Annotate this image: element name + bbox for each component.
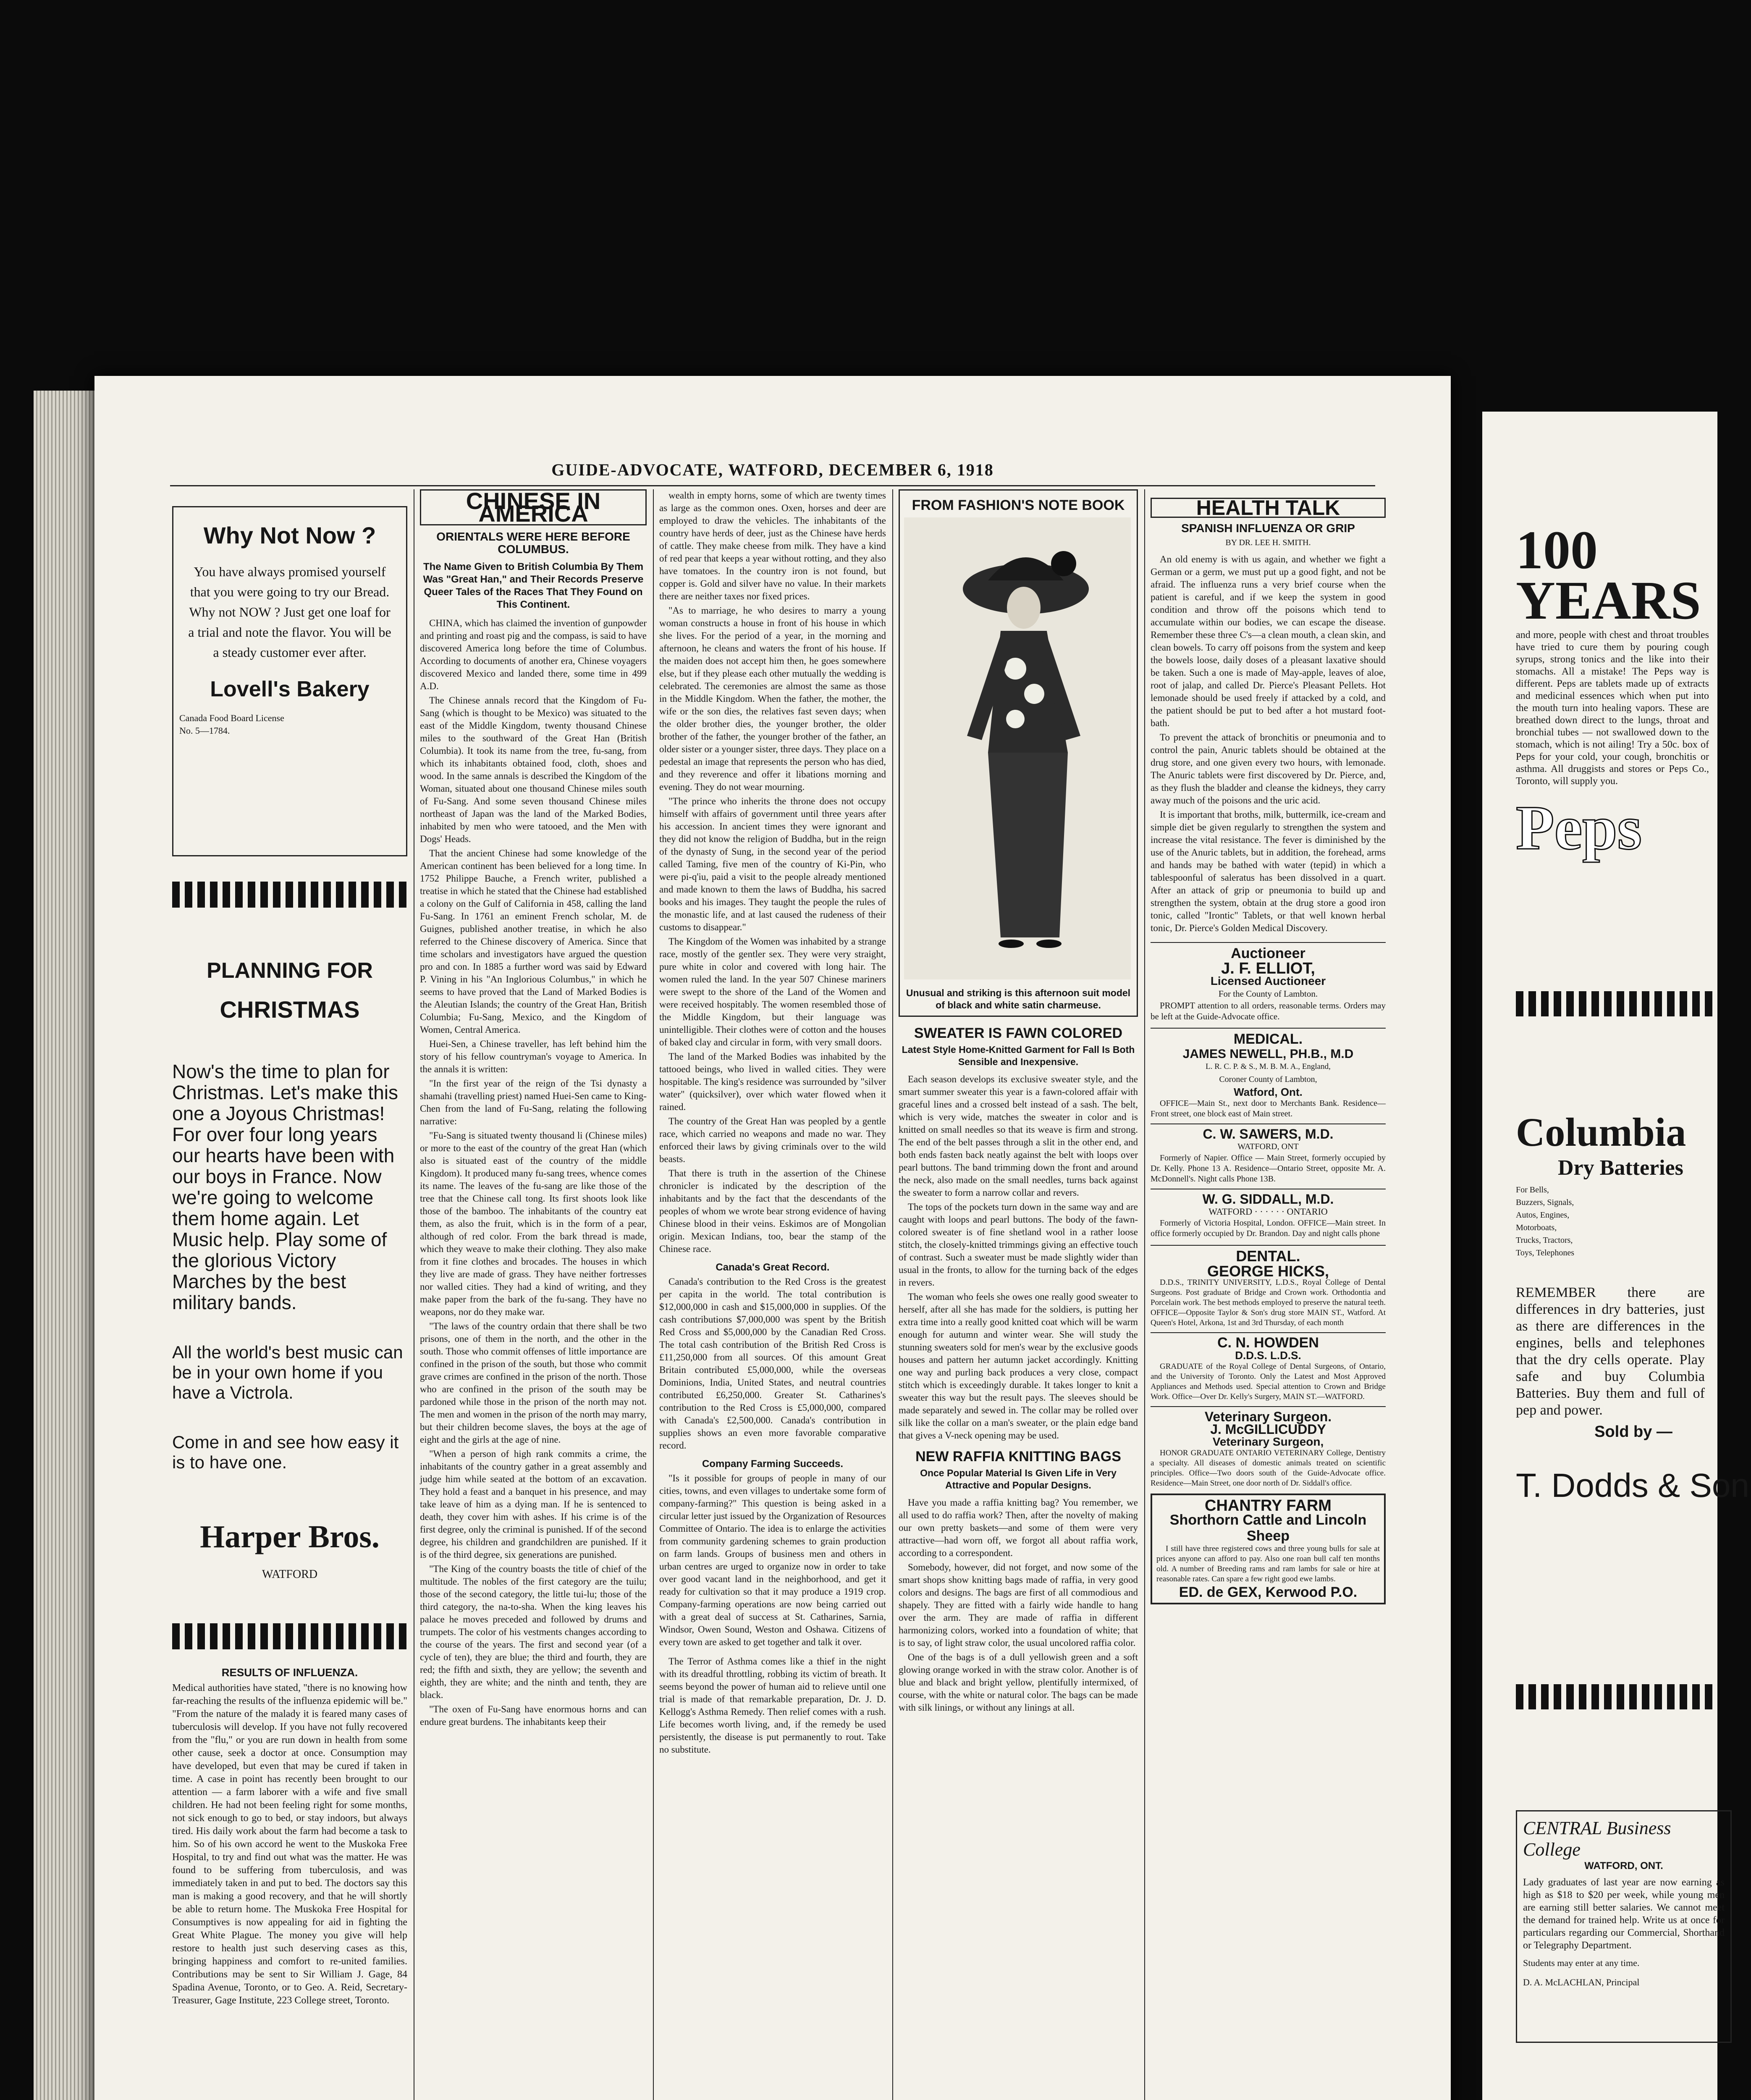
health-p3: It is important that broths, milk, buttermilk, ice-cream and simple diet be given regularly to strengthen the system and increase the vital resistance. The fever is diminished by the use of the Anuric tablets, but in addition, the forehead, arms and hands may be bathed with water (tepid) in which a tablespoonful of saleratus has been dissolved in a quart. After an attack of grip or pneumonia to build up and strengthen the system, obtain at the drug store a good iron tonic, called "Irontic" Tablets, or that well known herbal tonic, Dr. Pierce's Golden Medical Discovery. xyxy=(1151,809,1386,933)
health-title: HEALTH TALK xyxy=(1151,498,1386,518)
sawers-text: Formerly of Napier. Office — Main Street, formerly occupied by Dr. Kelly. Phone 13 A. Residence—Ontario Street, opposite Mr. A. McDonnell's. Night calls Phone 13B. xyxy=(1151,1153,1386,1184)
chinese-p8: "When a person of high rank commits a crime, the inhabitants of the country gather in a great assembly and judge him while seated at the bottom of an excavation. They hold a feast and a banquet in his presence, and may take leave of him as a dying man. If he is sentenced to death, they cover him with ashes. If his crime is of the first degree, only the criminal is punished. If of the second degree, his children and grandchildren are punished. If it is of the third degree, six generations are punished. xyxy=(420,1449,647,1560)
newell-role: Coroner County of Lambton, xyxy=(1219,1075,1317,1084)
sweater-p3: The woman who feels she owes one really good sweater to herself, after all she has made for the soldiers, is putting her extra time into a really good knitted coat which will be warm enough for autumn and winter wear. She will study the stunning sweaters sold for men's wear by the exclusive goods houses and pattern her autumn jacket accordingly. Knitting one way and purling back produces a very close, compact stitch which is exceedingly durable. It takes longer to knit a sweater this way but the result pays. The sleeves should be made separately and sewed in. The collar may be rolled over silk like the collar on a man's sweater, or the plain edge band that gives a V-neck opening may be used. xyxy=(899,1292,1138,1441)
chinese-p3: That the ancient Chinese had some knowledge of the American continent has been believed for a long time. In 1752 Philippe Bauche, a French writer, published a treatise in which he stated that the Chinese had established a colony on the Gulf of California in 458, calling the land Fu-Sang. In 1761 an eminent French scholar, M. de Guignes, published another treatise, in which he also referred to the Chinese discovery of America. Since that time scholars and investigators have argued the question pro and con. In 1885 a further word was said by Edward P. Vining in his "An Inglorious Columbus," in which he seems to have proved that the Land of Marked Bodies is the Aleutian Islands; the country of the Great Han, British Columbia; Fu-Sang, Mexico, and the Kingdom of Women, Central America. xyxy=(420,848,647,1035)
col3-p1: wealth in empty horns, some of which are twenty times as large as the common ones. Oxen, horses and deer are employed to draw the vehicles. The inhabitants of the country have herds of deer, just as the Chinese have herds of cattle. They make cheese from milk. They have a kind of red pear that keeps a year without rotting, and they also have tomatoes. In the country iron is not found, but copper is. Gold and silver have no value. In their markets there are neither taxes nor fixed prices. xyxy=(659,490,886,601)
harper-line2: CHRISTMAS xyxy=(220,996,360,1023)
bakery-body: You have always promised yourself that you were going to try our Bread. Why not NOW ? Just get one loaf for a trial and note the flavor. You will be a steady customer ever after. xyxy=(188,564,391,660)
record-title: Canada's Great Record. xyxy=(716,1262,830,1273)
raffia-p1: Have you made a raffia knitting bag? You remember, we all used to do raffia work? Then, after the novelty of making our own pretty baskets—and some of them were very attractive—had worn off, we forgot all about raffia work, according to a correspondent. xyxy=(899,1497,1138,1558)
chinese-p1: CHINA, which has claimed the invention of gunpowder and printing and roast pig and the compass, is said to have discovered America long before the time of Columbus. According to documents of another era, Chinese voyagers discovered Mexico and landed there, some time in 499 A.D. xyxy=(420,618,647,691)
vet-head: Veterinary Surgeon. xyxy=(1151,1406,1386,1423)
chantry-ad xyxy=(1151,1494,1386,1604)
adjacent-page xyxy=(1482,412,1749,2100)
col3-p3: "The prince who inherits the throne does not occupy himself with affairs of government until three years after his accession. In ancient times they were ignorant and they did not know the religion of Buddha, but in the reign of the dynasty of Sung, in the second year of the period called Taming, five men of the country of Ki-Pin, who were pi-q'iu, paid a visit to the people already mentioned and made known to them the laws of Buddha, his sacred books and his images. They taught the people the rules of the monastic life, and at last caused the rudeness of their customs to disappear." xyxy=(659,796,886,932)
auctioneer-name: J. F. ELLIOT, xyxy=(1221,960,1315,977)
record-text: Canada's contribution to the Red Cross is the greatest per capita in the world. The total contribution is $12,000,000 in cash and $15,000,000 in supplies. Of the cash contributions $7,000,000 was spent by the British Red Cross and $5,000,000 by the Canadian Red Cross. The total cash contribution of the British Red Cross is £11,250,000 from all sources. Of this amount Great Britain contributed £5,000,000, while the overseas Dominions, India, United States, and neutral countries contributed £6,250,000. Greater St. Catharines's contribution to the Red Cross is £5,000,000, compared with Canada's £2,500,000. Canada's contribution in supplies shows an even more favorable comparative record. xyxy=(659,1276,886,1451)
columbia-list: For Bells, Buzzers, Signals, Autos, Engines, Motorboats, Trucks, Tractors, Toys, Telephones xyxy=(1516,1185,1575,1257)
chinese-subtitle: ORIENTALS WERE HERE BEFORE COLUMBUS. xyxy=(436,530,630,556)
central-ad xyxy=(1516,1810,1732,2043)
auctioneer-text: PROMPT attention to all orders, reasonable terms. Orders may be left at the Guide-Advocate office. xyxy=(1151,1000,1386,1021)
vet-name: J. McGILLICUDDY xyxy=(1210,1422,1326,1437)
newspaper-page xyxy=(94,376,1451,2100)
central-enter: Students may enter at any time. xyxy=(1523,1958,1640,1968)
newell-cred: L. R. C. P. & S., M. B. M. A., England, xyxy=(1206,1062,1331,1071)
column-5 xyxy=(1151,489,1386,2100)
chantry-owner: ED. de GEX, Kerwood P.O. xyxy=(1179,1584,1358,1600)
raffia-p3: One of the bags is of a dull yellowish green and a soft glowing orange worked in with the straw color. Another is of blue and black and bright yellow, plentifully intermixed, of course, with the white or natural color. The bags can be made with silk linings, or without any linings at all. xyxy=(899,1652,1138,1713)
bakery-name: Lovell's Bakery xyxy=(210,677,370,701)
col3-p5: The land of the Marked Bodies was inhabited by the tattooed beings, who lived in walled cities. They were hospitable. The king's residence was surrounded by "silver water" (quicksilver), over which water flowed when it rained. xyxy=(659,1051,886,1112)
column-rule xyxy=(653,489,654,2100)
hicks-text: D.D.S., TRINITY UNIVERSITY, L.D.S., Royal College of Dental Surgeons. Post graduate of Bridge and Crown work. Orthodontia and Porcelain work. The best methods employed to preserve the natural teeth. OFFICE—Opposite Taylor & Son's drug store MAIN ST., Watford. At Queen's Hotel, Arkona, 1st and 3rd Thursday, of each month xyxy=(1151,1278,1386,1327)
hicks-name: GEORGE HICKS, xyxy=(1207,1263,1329,1280)
peps-brand: Peps xyxy=(1516,793,1642,863)
column-2 xyxy=(420,489,647,2100)
flag-divider xyxy=(172,882,407,908)
columbia-text: REMEMBER there are differences in dry batteries, just as there are differences in the engines, bells and telephones that the dry cells operate. Play safe and buy Columbia Batteries. Buy them and full of pep and power. xyxy=(1516,1285,1705,1418)
harper-name: Harper Bros. xyxy=(200,1519,380,1554)
howden-text: GRADUATE of the Royal College of Dental Surgeons, of Ontario, and the University of Toronto. Only the Latest and Most Approved Appliances and Methods used. Special attention to Crown and Bridge Work. Office—Over Dr. Kelly's Surgery, MAIN ST.—WATFORD. xyxy=(1151,1362,1386,1401)
sweater-p1: Each season develops its exclusive sweater style, and the smart summer sweater this year is a fawn-colored affair with graceful lines and a crossed belt instead of a sash. The belt, which is very wide, matches the sweater in color and is knitted on small needles so that its weave is firm and strong. The end of the belt passes through a slit in the other end, and both ends fasten back neatly against the belt with loops over pearl buttons. The band trimming down the front and around the neck, also made on the small needles, turns back against the sweater to form a narrow collar and revers. xyxy=(899,1074,1138,1198)
chinese-p9: "The King of the country boasts the title of chief of the multitude. The nobles of the first category are the tuilu; those of the second category, the little tui-lu; those of the third category, the na-to-sha. When the king leaves his palace he moves preceded and followed by drums and trumpets. The color of his vestments changes according to the course of the years. The first and second year (of a cycle of ten), they are blue; the third and fourth, they are red; the fifth and sixth, they are yellow; the seventh and eighth, they are white; and the ninth and tenth, they are black. xyxy=(420,1564,647,1700)
column-rule xyxy=(1144,489,1145,2100)
chinese-p6: "Fu-Sang is situated twenty thousand li (Chinese miles) or more to the east of the country of the great Han (which also is situated east of the country of the middle Kingdom). It produced many fu-sang trees, whence comes its name. The leaves of the fu-sang are like those of the tree that the Chinese call tong. Its first shoots look like those of the bamboo. The inhabitants of the country eat them, as also the fruit, which is in the form of a pear, although of red color. From the bark thread is made, which they weave to make their clothing. They also make from it fine clothes and brocades. The houses in which they live are made of grass. They have neither fortresses nor walled cities. They had a kind of writing, and they make paper from the bark of the fu-sang. They have no weapons, nor do they make war. xyxy=(420,1130,647,1317)
columbia-brand: Columbia xyxy=(1516,1110,1686,1155)
chinese-title: CHINESE IN AMERICA xyxy=(420,489,647,525)
vet-text: HONOR GRADUATE ONTARIO VETERINARY College, Dentistry a specialty. All diseases of domestic animals treated on scientific principles. Office—Two doors south of the Guide-Advocate office. Residence—Main Street, one door north of Dr. Siddall's office. xyxy=(1151,1449,1386,1488)
chinese-p5: "In the first year of the reign of the Tsi dynasty a shamahi (travelling priest) named Huei-Sen came to King-Chen from the land of Fu-Sang, relating the following narrative: xyxy=(420,1078,647,1126)
auctioneer-county: For the County of Lambton. xyxy=(1218,989,1318,999)
sawers-name: C. W. SAWERS, M.D. xyxy=(1151,1124,1386,1140)
col3-p4: The Kingdom of the Women was inhabited by a strange race, mostly of the gentler sex. They were very straight, pure white in color and covered with long hair. The women ruled the land. In the year 507 Chinese mariners were swept to the shore of the Land of the Women and were received hospitably. The women resembled those of the Middle Kingdom, but their language was unintelligible. Their clothes were of cotton and the houses of baked clay and circular in form, with very small doors. xyxy=(659,936,886,1047)
siddall-town: WATFORD · · · · · · ONTARIO xyxy=(1208,1206,1328,1217)
fashion-title: FROM FASHION'S NOTE BOOK xyxy=(912,497,1125,513)
newell-text: OFFICE—Main St., next door to Merchants Bank. Residence—Front street, one block east of Main street. xyxy=(1151,1099,1386,1118)
col3-p7: That there is truth in the assertion of the Chinese chronicler is indicated by the description of the inhabitants and by the fact that the descendants of the peoples of whom we wrote bear strong evidence of having Chinese blood in their veins. Eskimos are of Mongolian origin. Mexican Indians, too, bear the stamp of the Chinese race. xyxy=(659,1168,886,1254)
flag-divider xyxy=(1516,991,1717,1016)
influenza-text: Medical authorities have stated, "there is no knowing how far-reaching the results of the influenza epidemic will be." "From the nature of the malady it is feared many cases of tuberculosis will develop. If you have not fully recovered from the "flu," or you are run down in health from some other cause, seek a doctor at once. Consumption may have developed, but even that may be cured if taken in time. A case in point has recently been brought to our attention — a farm laborer with a wife and five small children. He had not been feeling right for some months, not sick enough to go to bed, or stay indoors, but always tired. His daily work about the farm had become a task to him. So of his own accord he went to the Muskoka Free Hospital, to try and find out what was the matter. He was found to be suffering from tuberculosis, and was immediately taken in and put to bed. The doctors say this man is making a good recovery, and that he will shortly be able to return home. The Muskoka Free Hospital for Consumptives is now appealing for aid in fighting the Great White Plague. The money you give will help restore to health just such deserving cases as this, bringing happiness and comfort to re-united families. Contributions may be sent to Sir William J. Gage, 84 Spadina Avenue, Toronto, or to Geo. A. Reid, Secretary-Treasurer, Gage Institute, 223 College street, Toronto. xyxy=(172,1683,407,2006)
bakery-ad xyxy=(172,506,407,856)
chinese-p10: "The oxen of Fu-Sang have enormous horns and can endure great burdens. The inhabitants keep their xyxy=(420,1704,647,1727)
asthma-text: The Terror of Asthma comes like a thief in the night with its dreadful throttling, robbing its victim of breath. It seems beyond the power of human aid to relieve until one trial is made of that remarkable preparation, Dr. J. D. Kellogg's Asthma Remedy. Then relief comes with a rush. Life becomes worth living, and, if the remedy be used persistently, the disease is put permanently to rout. Take no substitute. xyxy=(659,1656,886,1755)
medical-head: MEDICAL. xyxy=(1151,1028,1386,1045)
bakery-headline: Why Not Now ? xyxy=(203,522,376,549)
col3-p6: The country of the Great Han was peopled by a gentle race, which carried no weapons and made no war. They enforced their laws by giving criminals over to the wild beasts. xyxy=(659,1116,886,1164)
header-rule xyxy=(170,485,1375,486)
fashion-illustration xyxy=(904,517,1131,979)
column-4 xyxy=(899,489,1138,2100)
chinese-deck: The Name Given to British Columbia By Them Was "Great Han," and Their Records Preserve Queer Tales of the Races That They Found on This Continent. xyxy=(423,561,644,610)
columbia-sold: Sold by — xyxy=(1594,1423,1672,1441)
central-town: WATFORD, ONT. xyxy=(1584,1860,1663,1872)
chinese-p2: The Chinese annals record that the Kingdom of Fu-Sang (which is thought to be Mexico) was situated to the east of the Middle Kingdom, twenty thousand Chinese miles to the southward of the Great Han (British Columbia). It took its name from the tree, fu-sang, from which its inhabitants obtained food, cloth, shoes and wood. In the same annals is described the Kingdom of the Woman, situated about one thousand Chinese miles south of Fu-Sang. And some seven thousand Chinese miles northeast of Japan was the land of the Marked Bodies, inhabited by men who were tatooed, and the Men with Dogs' Heads. xyxy=(420,695,647,844)
flag-divider xyxy=(1516,1684,1717,1709)
auctioneer-head: Auctioneer xyxy=(1151,942,1386,960)
harper-ad xyxy=(172,882,407,1649)
peps-big: 100 YEARS xyxy=(1516,520,1701,631)
central-name: D. A. McLACHLAN, Principal xyxy=(1523,1977,1640,1987)
sweater-deck: Latest Style Home-Knitted Garment for Fall Is Both Sensible and Inexpensive. xyxy=(902,1044,1135,1067)
health-byline: BY DR. LEE H. SMITH. xyxy=(1225,538,1311,547)
chantry-sub: Shorthorn Cattle and Lincoln Sheep xyxy=(1169,1512,1367,1544)
peps-ad xyxy=(1516,520,1751,864)
column-1 xyxy=(172,489,407,2100)
harper-body1: Now's the time to plan for Christmas. Let's make this one a Joyous Christmas! For over four long years our hearts have been with our boys in France. Now we're going to welcome them home again. Let Music help. Play some of the glorious Victory Marches by the best military bands. xyxy=(172,1060,398,1313)
chinese-p4: Huei-Sen, a Chinese traveller, has left behind him the story of his fellow countryman's voyage to America. In the annals it is written: xyxy=(420,1039,647,1074)
sawers-town: WATFORD, ONT xyxy=(1237,1142,1299,1151)
column-rule xyxy=(892,489,893,2100)
fashion-caption: Unusual and striking is this afternoon suit model of black and white satin charmeuse. xyxy=(906,987,1131,1011)
fashion-box xyxy=(899,489,1138,1017)
page-header: GUIDE-ADVOCATE, WATFORD, DECEMBER 6, 1918 xyxy=(551,460,994,479)
central-title: CENTRAL Business College xyxy=(1523,1818,1671,1860)
vet-title: Veterinary Surgeon, xyxy=(1212,1435,1324,1448)
raffia-title: NEW RAFFIA KNITTING BAGS xyxy=(915,1449,1121,1465)
auctioneer-title: Licensed Auctioneer xyxy=(1210,974,1326,987)
central-text: Lady graduates of last year are now earning as high as $18 to $20 per week, while young men are earning still better salaries. We cannot meet the demand for trained help. Write us at once for particulars regarding our Commercial, Shorthand or Telegraphy Department. xyxy=(1523,1877,1725,1951)
health-p2: To prevent the attack of bronchitis or pneumonia and to control the pain, Anuric tablets should be obtained at the drug store, and one given every two hours, with lemonade. The Anuric tablets were first discovered by Dr. Pierce, and, as they flush the bladder and cleanse the kidneys, they carry away much of the poisons and the uric acid. xyxy=(1151,732,1386,806)
siddall-text: Formerly of Victoria Hospital, London. OFFICE—Main street. In office formerly occupied by Dr. Brandon. Day and night calls phone xyxy=(1151,1218,1386,1238)
dental-head: DENTAL. xyxy=(1151,1245,1386,1263)
chinese-p7: "The laws of the country ordain that there shall be two prisons, one of them in the north, and the other in the south. Those who commit offenses of little importance are confined in the prison of the south, but those who commit grave crimes are confined in the prison of the north. Those who are confined in the prison of the south may be pardoned while those in the prison of the north may not. The men and women in the prison of the north may marry, but their children become slaves, the boys at the age of eight and the girls at the age of nine. xyxy=(420,1321,647,1445)
raffia-deck: Once Popular Material Is Given Life in Very Attractive and Popular Designs. xyxy=(920,1467,1117,1491)
health-p1: An old enemy is with us again, and whether we fight a German or a germ, we must put up a good fight, and not be afraid. The influenza runs a very brief course when the patient is careful, and if we keep the system in good condition and throw off the poisons which tend to accumulate within our bodies, we can escape the disease. Remember these three C's—a clean mouth, a clean skin, and clean bowels. To carry off poisons from the system and keep the bowels loose, daily doses of a pleasant laxative should be taken. Such a one is made of May-apple, leaves of aloe, root of jalap, and called Dr. Pierce's Pleasant Pellets. Hot lemonade should be used freely if attacked by a cold, and the patient should be put to bed after a hot mustard foot-bath. xyxy=(1151,554,1386,728)
health-subtitle: SPANISH INFLUENZA OR GRIP xyxy=(1181,522,1355,535)
peps-text: and more, people with chest and throat troubles have tried to cure them by pouring cough syrups, strong tonics and the like into their stomachs. All a mistake! The Peps way is different. Peps are tablets made up of extracts and medicinal essences which when put into the mouth turn into healing vapors. These are breathed down direct to the lungs, throat and bronchial tubes — not swallowed down to the stomach, which is not ailing! Try a 50c. box of Peps for your cold, your cough, bronchitis or asthma. All druggists and stores or Peps Co., Toronto, will supply you. xyxy=(1516,630,1709,787)
farming-text: "Is it possible for groups of people in many of our cities, towns, and even villages to undertake some form of company-farming?" This question is being asked in a circular letter just issued by the Organization of Resources Committee of Ontario. The idea is to enlarge the activities from community gardening schemes to grain production on farm lands. Groups of business men and others in urban centres are urged to organize now in order to take over good vacant land in the neighborhood, and get it ready for cultivation so that it may produce a 1919 crop. Company-farming operations are now being carried out with a great deal of success at St. Catharines, Sarnia, Windsor, Owen Sound, Weston and Oshawa. Citizens of every town are asked to get together and talk it over. xyxy=(659,1473,886,1647)
newell-town: Watford, Ont. xyxy=(1234,1086,1303,1098)
columbia-ad xyxy=(1516,1109,1751,1505)
dodds-ad: T. Dodds & Son xyxy=(1516,1467,1749,1504)
chantry-title: CHANTRY FARM xyxy=(1205,1497,1332,1515)
raffia-p2: Somebody, however, did not forget, and now some of the smart shops show knitting bags made of raffia, in very good colors and designs. The bags are first of all commodious and shapely. They are fitted with a fairly wide handle to hang over the arm. They are made of raffia in different harmonizing colors, worked into a foundation of white; that is to say, of light straw color, the usual uncolored raffia color. xyxy=(899,1562,1138,1648)
siddall-name: W. G. SIDDALL, M.D. xyxy=(1151,1189,1386,1205)
harper-town: WATFORD xyxy=(262,1568,318,1581)
chantry-text: I still have three registered cows and three young bulls for sale at prices anyone can afford to pay. Also one roan bull calf ten months old. A number of Breeding rams and ram lambs for sale or hire at reasonable rates. Can spare a few right good ewe lambs. xyxy=(1156,1544,1380,1583)
harper-body2: All the world's best music can be in your own home if you have a Victrola. xyxy=(172,1342,403,1402)
farming-title: Company Farming Succeeds. xyxy=(702,1458,844,1470)
columbia-sub: Dry Batteries xyxy=(1558,1156,1683,1180)
howden-name: C. N. HOWDEN xyxy=(1151,1332,1386,1349)
sweater-title: SWEATER IS FAWN COLORED xyxy=(914,1025,1123,1041)
influenza-title: RESULTS OF INFLUENZA. xyxy=(221,1666,358,1679)
howden-cred: D.D.S. L.D.S. xyxy=(1235,1349,1301,1362)
harper-body3: Come in and see how easy it is to have one. xyxy=(172,1432,399,1472)
bakery-license: Canada Food Board License No. 5—1784. xyxy=(179,713,284,736)
sweater-p2: The tops of the pockets turn down in the same way and are caught with loops and pearl buttons. The body of the fawn-colored sweater is of fine shetland wool in a rather loose stitch, the closely-knitted trimmings giving an effective touch of contrast. Such a sweater must be made slightly wider than usual in the fronts, to allow for the turning back of the edges in revers. xyxy=(899,1202,1138,1288)
newell-name: JAMES NEWELL, PH.B., M.D xyxy=(1182,1047,1354,1061)
col3-p2: "As to marriage, he who desires to marry a young woman constructs a house in front of his house in which she lives. For the period of a year, in the morning and afternoon, he cleans and waters the front of his house. If the maiden does not accept him then, he goes somewhere else, but if they please each other mutually the wedding is celebrated. The ceremonies are almost the same as those in the Middle Kingdom. When the father, the mother, the wife or the son dies, the relatives fast seven days; when the older brother dies, the younger brother, the older brother of the father, the younger brother of the father, an older sister or a younger sister, three days. They place on a pedestal an image that represents the person who has died, and they reverence and offer it libations morning and evening. They do not wear mourning. xyxy=(659,605,886,792)
column-3 xyxy=(659,489,886,2100)
harper-line1: PLANNING FOR xyxy=(207,958,373,983)
flag-divider xyxy=(172,1623,407,1649)
